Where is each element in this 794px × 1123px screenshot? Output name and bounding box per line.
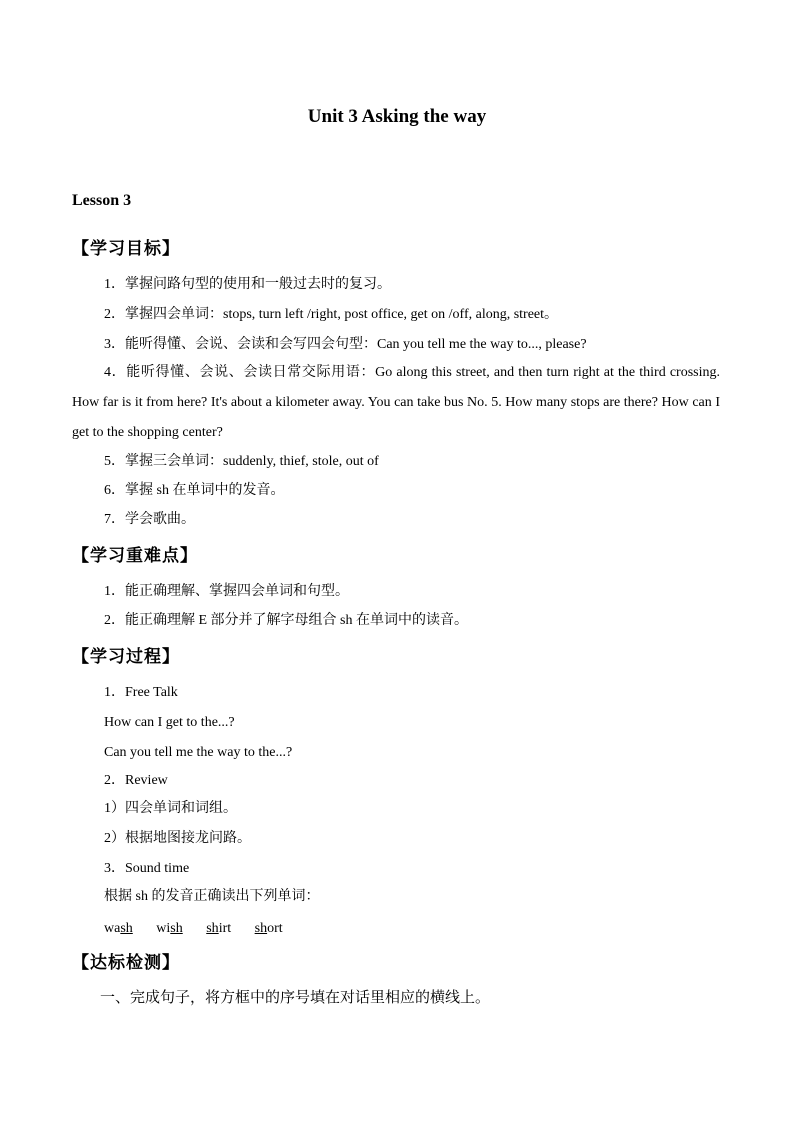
process-line: 1）四会单词和词组。 — [104, 801, 237, 816]
process-line: How can I get to the...? — [104, 715, 235, 730]
lesson-heading: Lesson 3 — [72, 192, 132, 209]
section-test: 【达标检测】 — [72, 953, 180, 973]
sound-word: wash — [104, 921, 133, 936]
goal-item: 3．能听得懂、会说、会读和会写四会句型：Can you tell me the way to..., please? — [104, 337, 587, 352]
sound-word: shirt — [206, 921, 232, 936]
test-item: 一、完成句子，将方框中的序号填在对话里相应的横线上。 — [100, 990, 491, 1006]
process-step: 1．Free Talk — [104, 685, 178, 700]
goal-item: 1．掌握问路句型的使用和一般过去时的复习。 — [104, 277, 391, 292]
sound-word: wish — [156, 921, 183, 936]
section-process: 【学习过程】 — [72, 647, 180, 667]
goal-item: 5．掌握三会单词：suddenly, thief, stole, out of — [104, 454, 379, 469]
section-goals: 【学习目标】 — [72, 239, 180, 259]
process-line: 根据 sh 的发音正确读出下列单词： — [104, 889, 320, 904]
process-line: 2）根据地图接龙问路。 — [104, 831, 251, 846]
key-point-item: 2．能正确理解 E 部分并了解字母组合 sh 在单词中的读音。 — [104, 613, 468, 628]
section-key-points: 【学习重难点】 — [72, 546, 198, 566]
key-point-item: 1．能正确理解、掌握四会单词和句型。 — [104, 584, 349, 599]
document-title: Unit 3 Asking the way — [307, 106, 487, 127]
sound-word: short — [254, 921, 283, 936]
sound-word-list — [104, 920, 303, 938]
goal-item: 6．掌握 sh 在单词中的发音。 — [104, 483, 285, 498]
goal-item: 2．掌握四会单词：stops, turn left /right, post office, get on /off, along, street。 — [104, 307, 559, 322]
goal-item: 4．能听得懂、会说、会读日常交际用语：Go along this street, and then turn right at the third crossing. How far is it from here? It's about a kilometer away. You can take bus No. 5. How many stops are there? How can I get to the shopping center? — [72, 365, 720, 440]
process-step: 2．Review — [104, 773, 168, 788]
process-step: 3．Sound time — [104, 861, 190, 876]
process-line: Can you tell me the way to the...? — [104, 745, 293, 760]
goal-item: 7．学会歌曲。 — [104, 512, 195, 527]
